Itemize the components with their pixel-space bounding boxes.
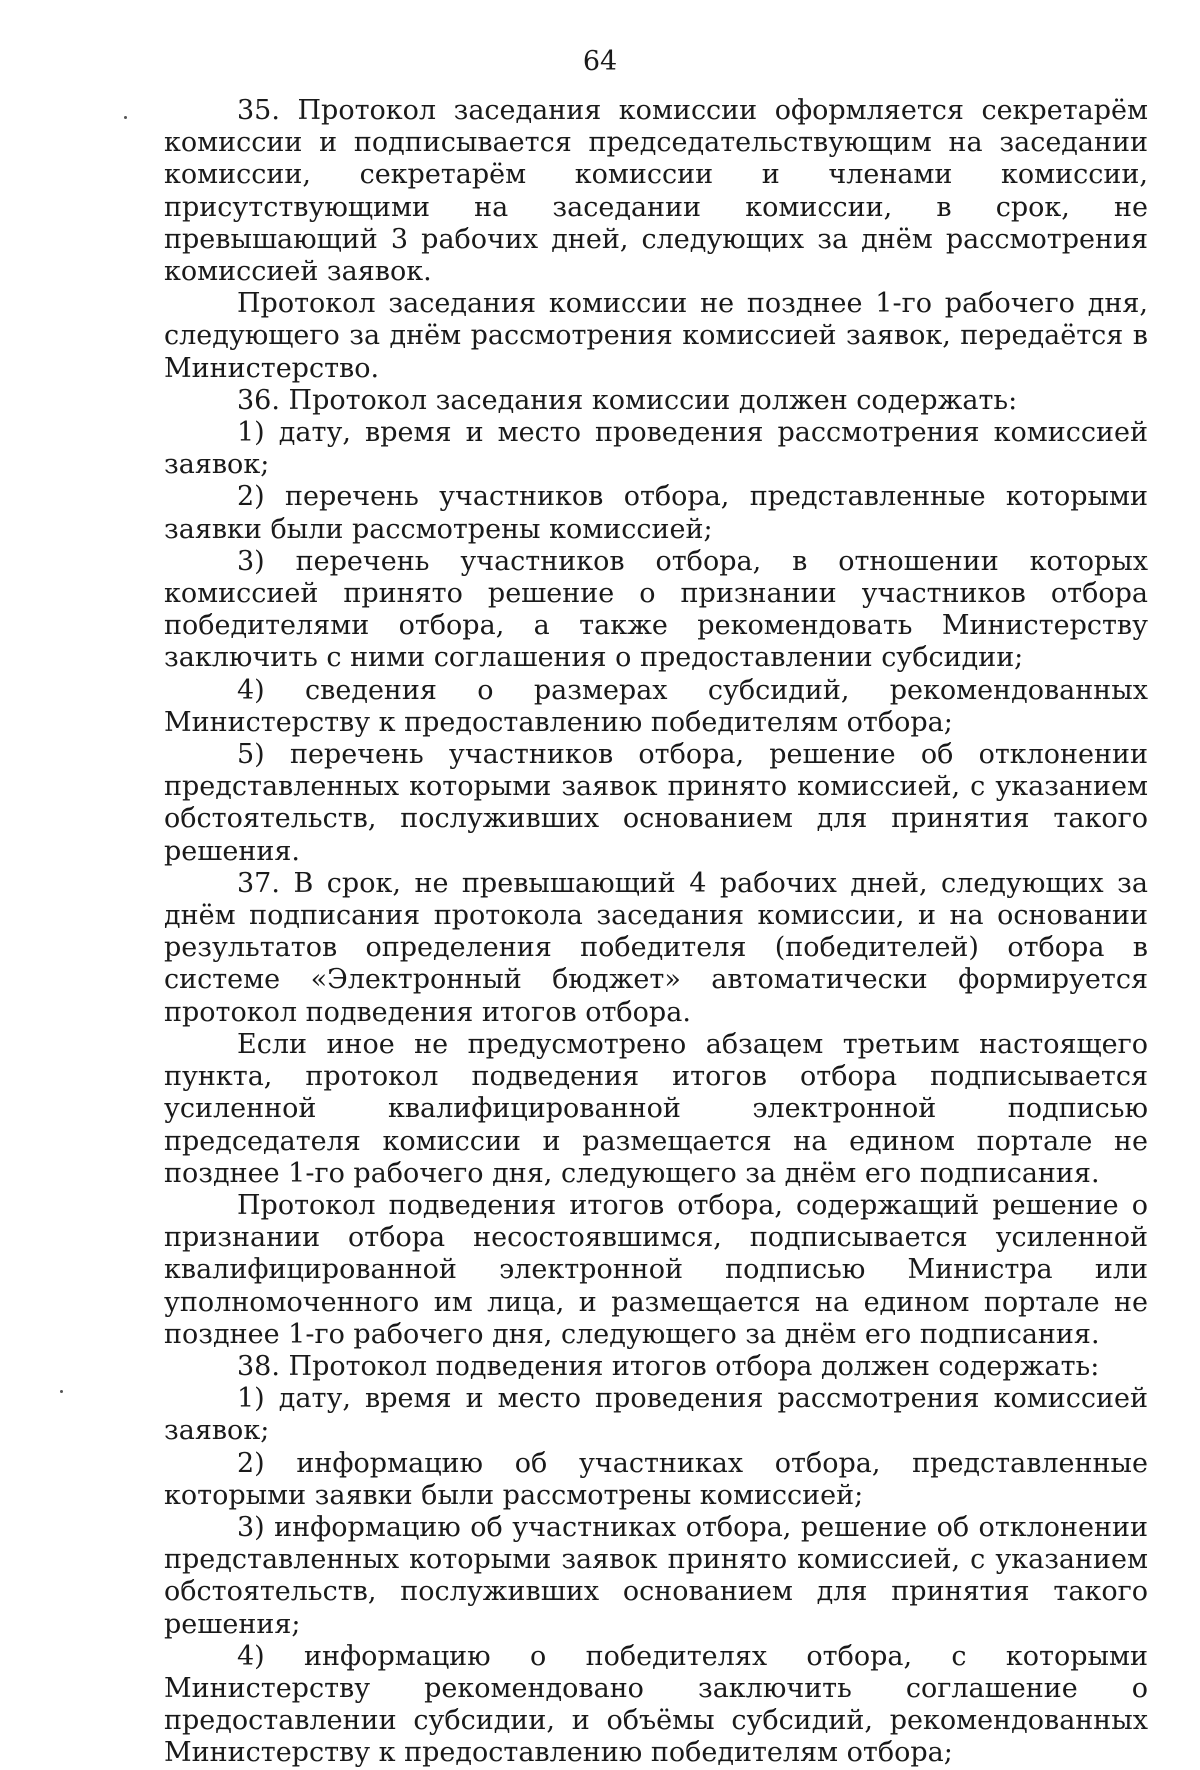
document-body [164, 95, 1148, 1770]
list-item: 4) информацию о победителях отбора, с которыми Министерству рекомендовано заключить соглашение о предоставлении субсидии, и объёмы субсидий, рекомендованных Министерству к предоставлению победителям отбора; [164, 1640, 1148, 1769]
paragraph-38: 38. Протокол подведения итогов отбора должен содержать: [237, 1350, 1100, 1382]
paragraph: Протокол заседания комиссии не позднее 1-го рабочего дня, следующего за днём рассмотрения комиссией заявок, передаётся в Министерство. [164, 288, 1148, 384]
list-item: 1) дату, время и место проведения рассмотрения комиссией заявок; [164, 417, 1148, 481]
list-item: 5) перечень участников отбора, решение об отклонении представленных которыми заявок принято комиссией, с указанием обстоятельств, послуживших основанием для принятия такого решения. [164, 739, 1148, 867]
list-item: 4) сведения о размерах субсидий, рекомендованных Министерству к предоставлению победителям отбора; [164, 674, 1148, 738]
paragraph-37: 37. В срок, не превышающий 4 рабочих дней, следующих за днём подписания протокола заседания комиссии, и на основании результатов определения победителя (победителей) отбора в системе «Электронный бюджет» автоматически формируется протокол подведения итогов отбора. [164, 867, 1148, 1028]
list-item: 1) дату, время и место проведения рассмотрения комиссией заявок; [164, 1383, 1148, 1447]
list-item: 3) информацию об участниках отбора, решение об отклонении представленных которыми заявок принято комиссией, с указанием обстоятельств, послуживших основанием для принятия такого решения; [164, 1511, 1148, 1640]
scan-speck [124, 116, 127, 119]
scan-speck [60, 1390, 63, 1393]
paragraph: Протокол подведения итогов отбора, содержащий решение о признании отбора несостоявшимся, подписывается усиленной квалифицированной электронной подписью Министра или уполномоченного им лица, и размещается на едином портале не позднее 1-го рабочего дня, следующего за днём его подписания. [164, 1189, 1148, 1350]
list-item: 2) информацию об участниках отбора, представленные которыми заявки были рассмотрены комиссией; [164, 1447, 1148, 1511]
list-item: 2) перечень участников отбора, представленные которыми заявки были рассмотрены комиссией; [164, 481, 1148, 545]
paragraph-36: 36. Протокол заседания комиссии должен содержать: [237, 384, 1018, 416]
paragraph-35: 35. Протокол заседания комиссии оформляется секретарём комиссии и подписывается председательствующим на заседании комиссии, секретарём комиссии и членами комиссии, присутствующими на заседании комиссии, в срок, не превышающий 3 рабочих дней, следующих за днём рассмотрения комиссией заявок. [164, 95, 1148, 288]
paragraph: Если иное не предусмотрено абзацем третьим настоящего пункта, протокол подведения итогов отбора подписывается усиленной квалифицированной электронной подписью председателя комиссии и размещается на едином портале не позднее 1-го рабочего дня, следующего за днём его подписания. [164, 1028, 1148, 1189]
page-number: 64 [582, 46, 618, 77]
list-item: 3) перечень участников отбора, в отношении которых комиссией принято решение о признании участников отбора победителями отбора, а также рекомендовать Министерству заключить с ними соглашения о предоставлении субсидии; [164, 545, 1148, 674]
